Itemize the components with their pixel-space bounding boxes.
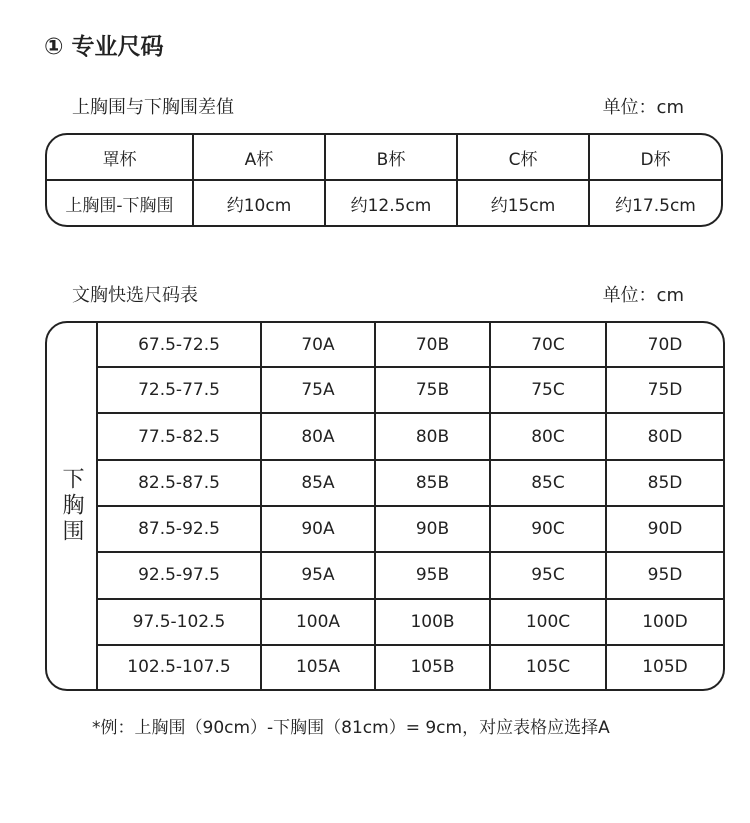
size-cell: 100B xyxy=(375,599,490,645)
table-cell: 罩杯 xyxy=(102,149,137,170)
underbust-range-cell: 72.5-77.5 xyxy=(97,367,261,413)
size-cell: 90B xyxy=(375,506,490,552)
size-cell: 100C xyxy=(490,599,606,645)
table-row xyxy=(47,645,723,689)
size-cell: 75A xyxy=(261,367,375,413)
table-row xyxy=(47,460,723,506)
underbust-range-cell: 67.5-72.5 xyxy=(97,323,261,367)
size-cell: 100A xyxy=(261,599,375,645)
size-chart-unit: 单位：cm xyxy=(602,285,684,306)
size-cell: 95D xyxy=(606,552,723,598)
size-cell: 105B xyxy=(375,645,490,689)
size-cell: 70A xyxy=(261,323,375,367)
table-row xyxy=(47,506,723,552)
size-cell: 75C xyxy=(490,367,606,413)
table-cell: 上胸围-下胸围 xyxy=(47,180,193,225)
page-heading: ① 专业尺码 xyxy=(44,34,164,60)
table-cell: 约10cm xyxy=(193,180,325,225)
example-note: *例：上胸围（90cm）-下胸围（81cm）= 9cm，对应表格应选择A xyxy=(92,718,610,738)
cup-value-row xyxy=(47,180,721,225)
table-cell: C杯 xyxy=(457,135,589,180)
size-cell: 95B xyxy=(375,552,490,598)
table-row xyxy=(47,323,723,367)
size-cell: 80D xyxy=(606,413,723,459)
underbust-side-label: 下胸围 xyxy=(59,467,84,545)
size-cell: 70D xyxy=(606,323,723,367)
underbust-range-cell: 102.5-107.5 xyxy=(97,645,261,689)
size-cell: 105C xyxy=(490,645,606,689)
size-cell: 80C xyxy=(490,413,606,459)
size-cell: 100D xyxy=(606,599,723,645)
size-cell: 80A xyxy=(261,413,375,459)
size-cell: 70B xyxy=(375,323,490,367)
size-cell: 85A xyxy=(261,460,375,506)
size-chart-title: 文胸快选尺码表 xyxy=(72,285,198,306)
underbust-range-cell: 92.5-97.5 xyxy=(97,552,261,598)
cup-difference-table xyxy=(45,133,723,227)
underbust-range-cell: 77.5-82.5 xyxy=(97,413,261,459)
size-cell: 95A xyxy=(261,552,375,598)
size-cell: 75B xyxy=(375,367,490,413)
size-cell: 95C xyxy=(490,552,606,598)
underbust-range-cell: 87.5-92.5 xyxy=(97,506,261,552)
underbust-range-cell: 82.5-87.5 xyxy=(97,460,261,506)
table-cell: 约17.5cm xyxy=(589,180,721,225)
table-cell: A杯 xyxy=(193,135,325,180)
underbust-range-cell: 97.5-102.5 xyxy=(97,599,261,645)
table-row xyxy=(47,413,723,459)
size-cell: 85C xyxy=(490,460,606,506)
table-row xyxy=(47,367,723,413)
table-cell: D杯 xyxy=(589,135,721,180)
size-cell: 75D xyxy=(606,367,723,413)
size-cell: 105A xyxy=(261,645,375,689)
table-cell: 约15cm xyxy=(457,180,589,225)
size-cell: 80B xyxy=(375,413,490,459)
cup-difference-unit: 单位：cm xyxy=(602,97,684,118)
size-cell: 85D xyxy=(606,460,723,506)
cup-difference-title: 上胸围与下胸围差值 xyxy=(72,97,234,118)
bra-size-table xyxy=(45,321,725,691)
size-cell: 90D xyxy=(606,506,723,552)
table-row xyxy=(47,552,723,598)
table-row xyxy=(47,599,723,645)
table-cell: B杯 xyxy=(325,135,457,180)
size-cell: 105D xyxy=(606,645,723,689)
size-cell: 70C xyxy=(490,323,606,367)
table-cell: 约12.5cm xyxy=(325,180,457,225)
cup-header-row xyxy=(47,135,721,180)
size-cell: 90C xyxy=(490,506,606,552)
size-cell: 90A xyxy=(261,506,375,552)
size-cell: 85B xyxy=(375,460,490,506)
